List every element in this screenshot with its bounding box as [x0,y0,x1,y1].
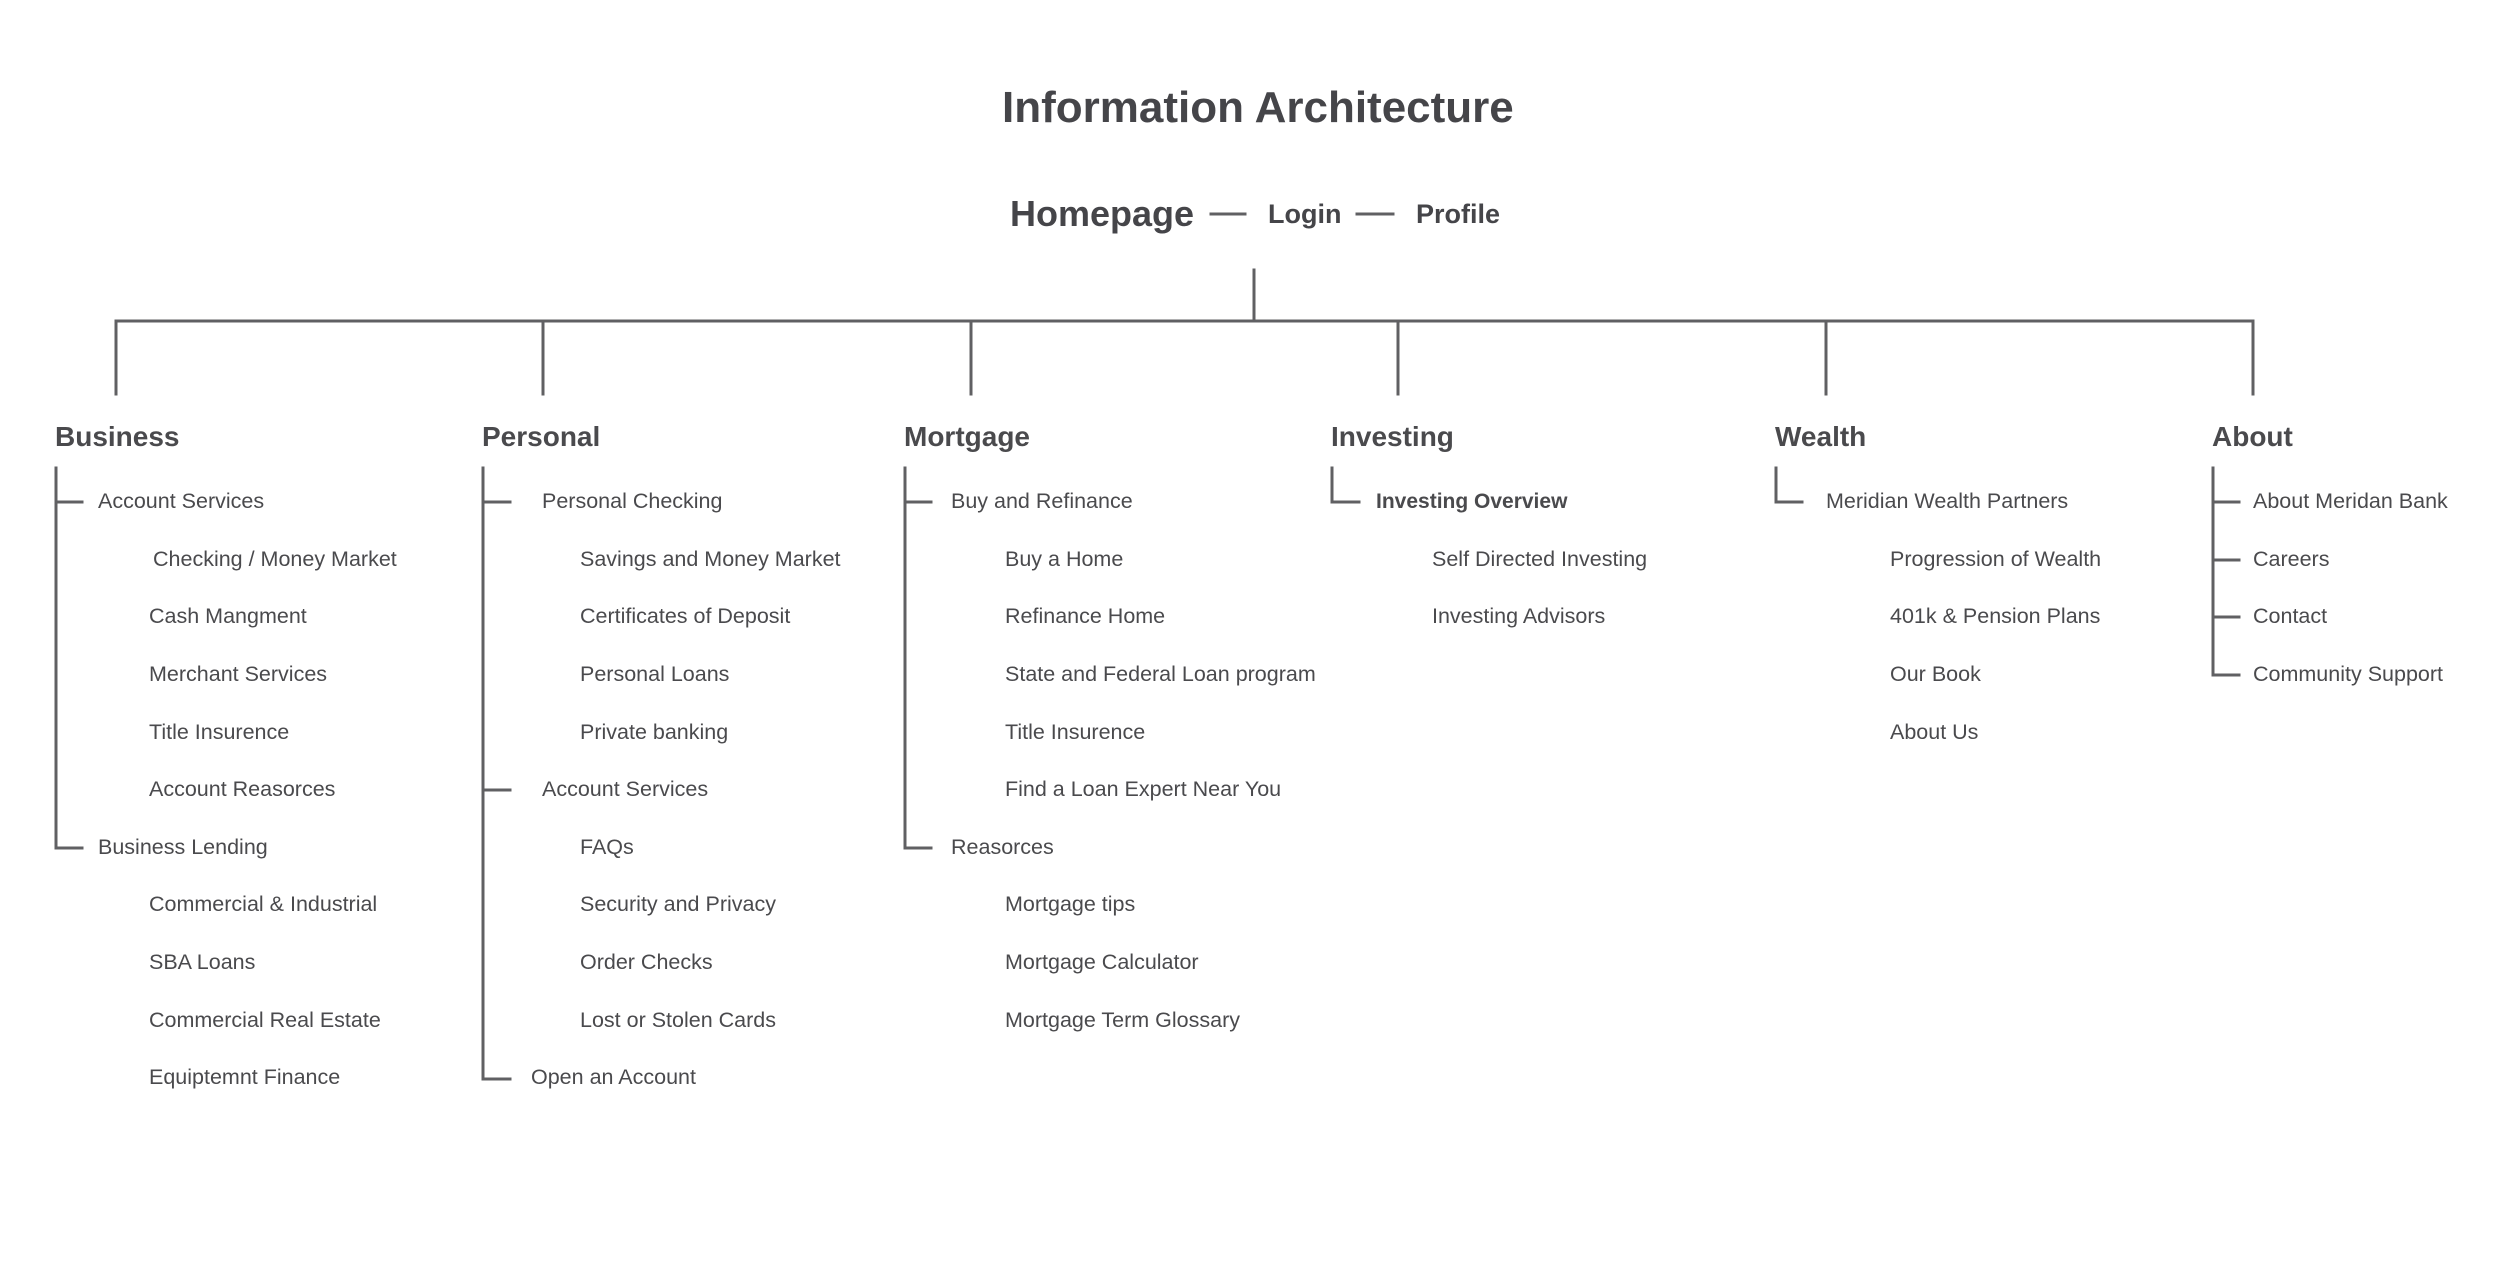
personal-account-services: Account Services [542,777,709,801]
category-business: Business [55,421,180,452]
list-item: FAQs [580,835,634,859]
wealth-partners: Meridian Wealth Partners [1826,489,2069,513]
page-title: Information Architecture [1002,83,1514,132]
list-item: Title Insurence [1005,720,1146,744]
list-item: Investing Advisors [1432,604,1606,628]
list-item: State and Federal Loan program [1005,662,1316,686]
list-item: Mortgage Calculator [1005,950,1199,974]
list-item: Savings and Money Market [580,547,841,571]
list-item: Private banking [580,720,729,744]
list-item: Commercial Real Estate [149,1008,381,1032]
mortgage-buy-refinance: Buy and Refinance [951,489,1133,513]
personal-open-account: Open an Account [531,1065,696,1089]
list-item: About Us [1890,720,1979,744]
list-item: Personal Loans [580,662,730,686]
personal-checking: Personal Checking [542,489,723,513]
list-item: Lost or Stolen Cards [580,1008,776,1032]
list-item: Certificates of Deposit [580,604,791,628]
login-node: Login [1268,199,1342,229]
category-investing: Investing [1331,421,1454,452]
list-item: Order Checks [580,950,713,974]
business-lending: Business Lending [98,835,268,859]
category-wealth: Wealth [1775,421,1867,452]
list-item: Buy a Home [1005,547,1124,571]
list-item: Find a Loan Expert Near You [1005,777,1282,801]
list-item: Merchant Services [149,662,328,686]
profile-node: Profile [1416,199,1501,229]
list-item: Mortgage Term Glossary [1005,1008,1240,1032]
list-item: Commercial & Industrial [149,892,378,916]
list-item: SBA Loans [149,950,256,974]
homepage-node: Homepage [1010,193,1195,234]
investing-overview: Investing Overview [1376,490,1568,513]
list-item: Equiptemnt Finance [149,1065,341,1089]
list-item: 401k & Pension Plans [1890,604,2101,628]
business-account-services: Account Services [98,489,265,513]
about-item: About Meridan Bank [2253,489,2448,513]
list-item: Title Insurence [149,720,290,744]
list-item: Progression of Wealth [1890,547,2102,571]
list-item: Self Directed Investing [1432,547,1648,571]
list-item: Account Reasorces [149,777,336,801]
list-item: Cash Mangment [149,604,307,628]
list-item: Refinance Home [1005,604,1166,628]
about-item: Careers [2253,547,2330,571]
category-about: About [2212,421,2293,452]
mortgage-resources: Reasorces [951,835,1054,859]
list-item: Our Book [1890,662,1981,686]
about-item: Contact [2253,604,2328,628]
category-personal: Personal [482,421,601,452]
category-mortgage: Mortgage [904,421,1030,452]
list-item: Checking / Money Market [153,547,397,571]
about-item: Community Support [2253,662,2443,686]
list-item: Security and Privacy [580,892,776,916]
list-item: Mortgage tips [1005,892,1136,916]
